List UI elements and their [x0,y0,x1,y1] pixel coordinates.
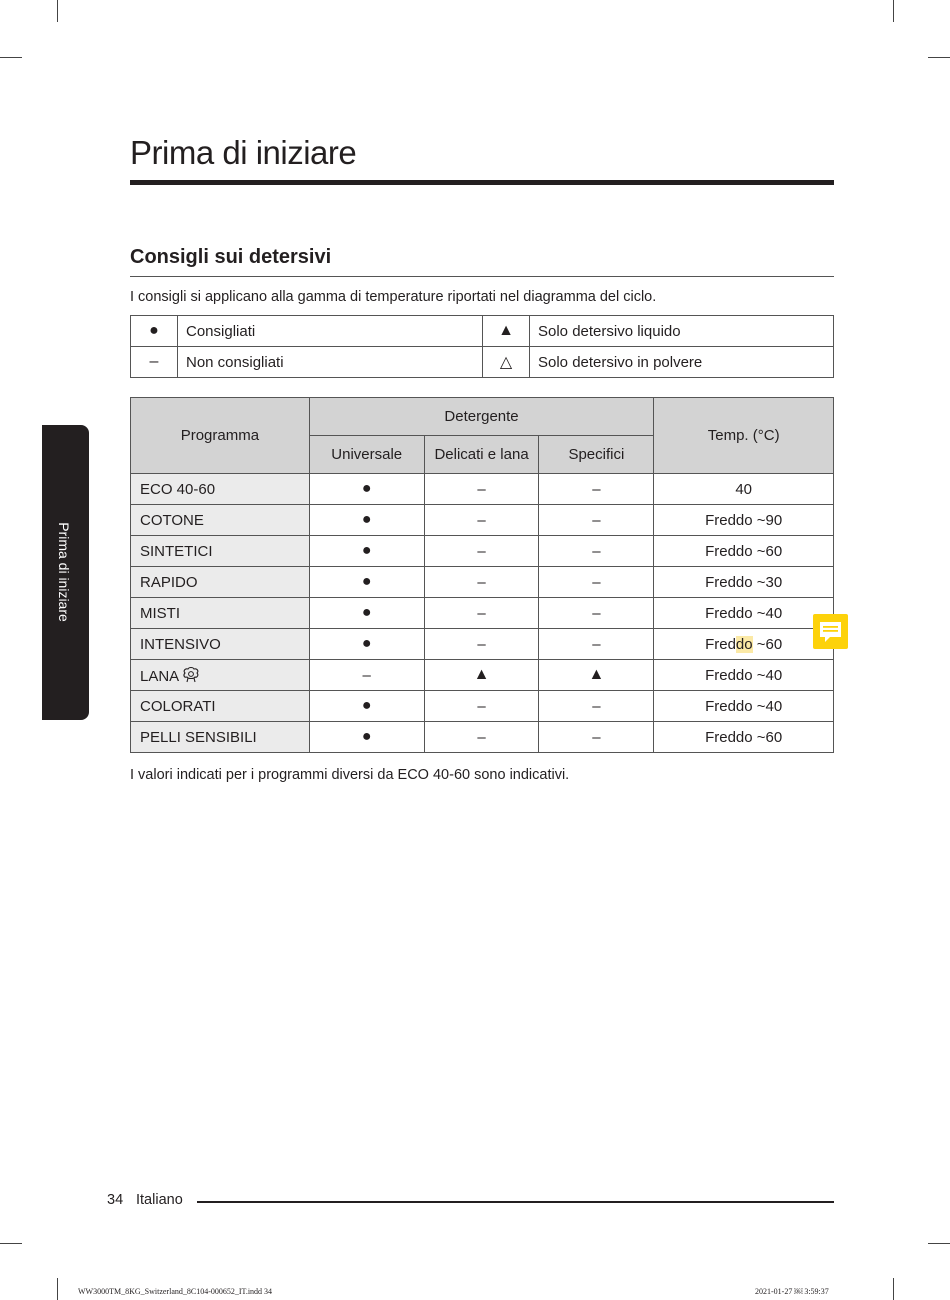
text-highlight[interactable]: do [735,635,753,653]
footer-rule [197,1201,834,1203]
delicate-mark: – [424,567,539,598]
delicate-mark: – [424,598,539,629]
temp-value: Freddo ~40 [654,598,834,629]
temp-value: Freddo ~90 [654,505,834,536]
table-row [131,536,834,567]
title-rule [130,180,834,185]
table-header-row [131,398,834,436]
sheep-icon [181,666,201,684]
section-rule [130,276,834,277]
temp-value: Freddo ~40 [654,691,834,722]
header-detergent: Detergente [309,398,654,436]
table-row [131,567,834,598]
legend-row [131,316,834,347]
temp-prefix: Fred [705,635,736,653]
section-title: Consigli sui detersivi [130,246,332,268]
universal-mark: ● [309,629,424,660]
table-row [131,629,834,660]
program-name: RAPIDO [131,567,310,598]
print-slug-file: WW3000TM_8KG_Switzerland_8C104-000652_IT.indd 34 [78,1287,273,1296]
page-number: 34 [107,1192,124,1208]
crop-mark [57,0,58,22]
specific-mark: ▲ [539,660,654,691]
program-name-cell [131,660,310,691]
header-delicate: Delicati e lana [424,436,539,474]
crop-mark [928,1243,950,1244]
header-universal: Universale [309,436,424,474]
universal-mark: – [309,660,424,691]
legend-symbol: ▲ [483,316,530,347]
legend-row [131,347,834,378]
temp-value: Freddo ~60 [654,536,834,567]
print-slug-date: 2021-01-27 ￼ 3:59:37 [755,1287,829,1296]
crop-mark [0,1243,22,1244]
table-row [131,691,834,722]
comment-icon[interactable] [813,614,848,649]
crop-mark [928,57,950,58]
header-specific: Specifici [539,436,654,474]
table-row [131,660,834,691]
delicate-mark: – [424,474,539,505]
program-name: SINTETICI [131,536,310,567]
specific-mark: – [539,691,654,722]
specific-mark: – [539,567,654,598]
crop-mark [893,0,894,22]
specific-mark: – [539,598,654,629]
legend-label: Consigliati [178,316,483,347]
delicate-mark: – [424,691,539,722]
program-name: INTENSIVO [131,629,310,660]
detergent-table [130,397,834,753]
delicate-mark: ▲ [424,660,539,691]
delicate-mark: – [424,722,539,753]
legend-label: Solo detersivo liquido [530,316,834,347]
temp-value: Freddo ~60 [654,722,834,753]
legend-table [130,315,834,378]
program-name: COLORATI [131,691,310,722]
universal-mark: ● [309,536,424,567]
crop-mark [57,1278,58,1300]
program-name: PELLI SENSIBILI [131,722,310,753]
program-name: COTONE [131,505,310,536]
universal-mark: ● [309,474,424,505]
crop-mark [0,57,22,58]
table-row [131,722,834,753]
program-name: LANA [140,667,180,685]
temp-value [654,629,834,660]
crop-mark [893,1278,894,1300]
note-text: I valori indicati per i programmi diversi da ECO 40-60 sono indicativi. [130,767,570,783]
program-name: MISTI [131,598,310,629]
specific-mark: – [539,536,654,567]
delicate-mark: – [424,629,539,660]
page-language: Italiano [136,1192,183,1208]
universal-mark: ● [309,567,424,598]
universal-mark: ● [309,722,424,753]
specific-mark: – [539,629,654,660]
table-row [131,505,834,536]
intro-text: I consigli si applicano alla gamma di temperature riportati nel diagramma del ciclo. [130,289,657,305]
temp-value: 40 [654,474,834,505]
specific-mark: – [539,722,654,753]
temp-value: Freddo ~30 [654,567,834,598]
specific-mark: – [539,505,654,536]
universal-mark: ● [309,598,424,629]
delicate-mark: – [424,505,539,536]
universal-mark: ● [309,505,424,536]
header-temp: Temp. (°C) [654,398,834,474]
legend-label: Non consigliati [178,347,483,378]
table-row [131,474,834,505]
legend-symbol: △ [483,347,530,378]
legend-symbol: ● [131,316,178,347]
program-name: ECO 40-60 [131,474,310,505]
specific-mark: – [539,474,654,505]
page-title: Prima di iniziare [130,134,357,171]
comment-icon-graphic [813,614,848,649]
header-program: Programma [131,398,310,474]
delicate-mark: – [424,536,539,567]
legend-label: Solo detersivo in polvere [530,347,834,378]
temp-value: Freddo ~40 [654,660,834,691]
temp-suffix: ~60 [752,635,783,653]
side-tab-label: Prima di iniziare [56,522,72,622]
universal-mark: ● [309,691,424,722]
table-row [131,598,834,629]
legend-symbol: – [131,347,178,378]
